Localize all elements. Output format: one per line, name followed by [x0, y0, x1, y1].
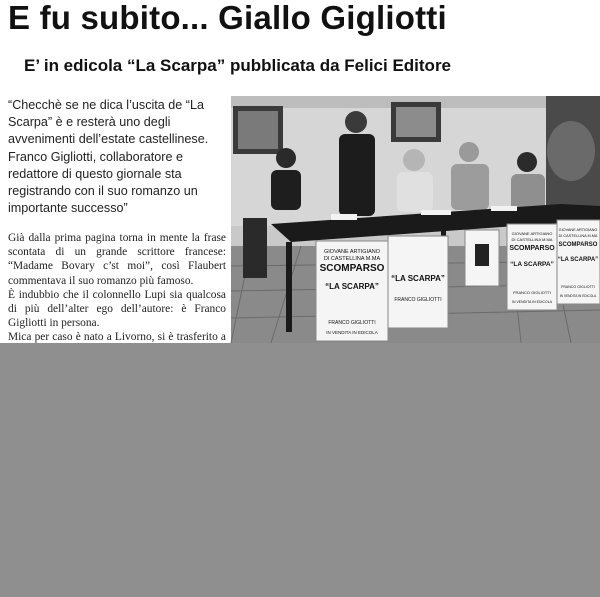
poster-line3: SCOMPARSO — [558, 242, 598, 248]
poster-title: “LA SCARPA” — [510, 261, 554, 268]
poster — [316, 241, 388, 341]
painting-left-canvas — [238, 111, 278, 149]
poster-title: “LA SCARPA” — [325, 282, 379, 291]
body-paragraph: Mica per caso è nato a Livorno, si è trasferito a — [8, 331, 226, 344]
poster-line2: DI CASTELLINA M.MA — [323, 256, 381, 262]
poster — [388, 236, 448, 328]
poster-line1: GIOVANE ARTIGIANO — [511, 231, 553, 236]
poster-figure — [475, 244, 489, 266]
painting-center-canvas — [396, 107, 436, 137]
photo-illustration — [231, 96, 600, 343]
paper-sheet — [421, 210, 451, 215]
poster-line1: GIOVANE ARTIGIANO — [323, 249, 381, 255]
poster-line2: DI CASTELLINA M.MA — [558, 234, 598, 238]
paper-sheet — [331, 214, 357, 220]
poster-line3: SCOMPARSO — [509, 245, 555, 252]
poster-small — [465, 230, 499, 286]
article-body — [8, 231, 226, 359]
blank-gray-area — [0, 343, 600, 597]
body-paragraph: Già dalla prima pagina torna in mente la frase scontata di un grande scrittore francese: “Madame Bovary c’st moi”, così Flaubert commentava il suo romanzo più famoso. — [8, 232, 226, 287]
poster-title: “LA SCARPA” — [557, 257, 599, 263]
poster-author: FRANCO GIGLIOTTI — [561, 285, 595, 289]
chair — [243, 218, 267, 278]
poster-publisher: IN VENDITA IN EDICOLA — [512, 300, 552, 304]
paper-sheet — [491, 206, 517, 211]
table-leg — [286, 242, 292, 332]
poster-line1: GIOVANE ARTIGIANO — [558, 228, 598, 232]
plant — [547, 121, 595, 181]
poster-title: “LA SCARPA” — [391, 274, 445, 283]
body-paragraph: È indubbio che il colonnello Lupi sia qualcosa di più dell’alter ego dell’autore: è Franco Gigliotti in persona. — [8, 288, 226, 330]
poster-publisher: IN VENDITA IN EDICOLA — [326, 330, 378, 335]
poster — [507, 224, 557, 310]
poster — [557, 220, 600, 304]
pull-quote: “Checchè se ne dica l’uscita de “La Scarpa” è e resterà uno degli avvenimenti dell’estate castellinese. Franco Gigliotti, collaboratore e redattore di questo giornale sta registrando con il suo romanzo un importante successo” — [8, 98, 209, 216]
poster-author: FRANCO GIGLIOTTI — [394, 297, 442, 303]
article-headline: E fu subito... Giallo Gigliotti — [8, 0, 447, 36]
press-conference-photo — [231, 96, 600, 343]
poster-line3: SCOMPARSO — [319, 263, 385, 274]
poster-publisher: IN VENDITA IN EDICOLA — [559, 294, 597, 298]
poster-line2: DI CASTELLINA M.MA — [511, 237, 553, 242]
poster-author: FRANCO GIGLIOTTI — [513, 290, 551, 295]
article-subheadline: E’ in edicola “La Scarpa” pubblicata da Felici Editore — [24, 56, 452, 75]
poster-author: FRANCO GIGLIOTTI — [328, 320, 376, 326]
